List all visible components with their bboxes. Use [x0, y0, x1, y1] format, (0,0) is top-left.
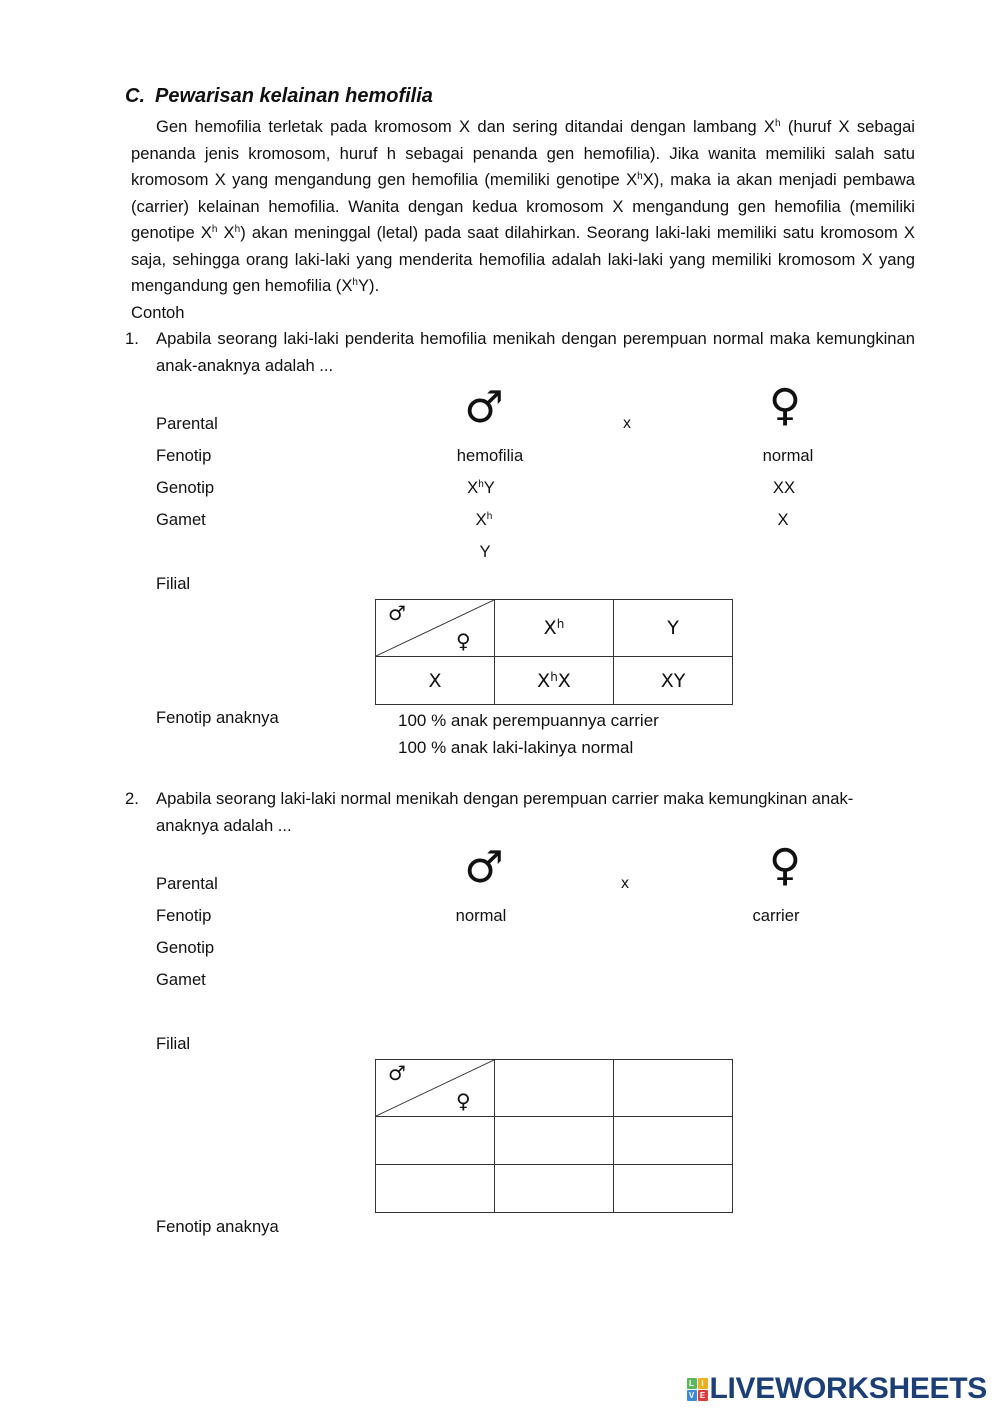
- female-fenotip: normal: [762, 446, 814, 465]
- male-symbol-icon: ♂: [464, 382, 504, 433]
- label-fenotip-anak: Fenotip anaknya: [156, 1217, 279, 1236]
- label-fenotip: Fenotip: [156, 906, 212, 925]
- label-parental: Parental: [156, 414, 218, 433]
- female-fenotip: carrier: [752, 906, 800, 925]
- punnett-corner: [376, 1060, 495, 1117]
- punnett-corner: [376, 600, 495, 657]
- punnett-header-cell: Y: [614, 600, 733, 657]
- punnett-cell: $X^hX$: [495, 657, 614, 705]
- male-fenotip: normal: [455, 906, 507, 925]
- punnett-cell-input[interactable]: [614, 1165, 733, 1213]
- label-fenotip: Fenotip: [156, 446, 212, 465]
- example1-question-text: Apabila seorang laki-laki penderita hemofilia menikah dengan perempuan normal maka kemungkinan anak-anaknya adalah ...: [156, 329, 915, 375]
- logo-text: LIVEWORKSHEETS: [709, 1372, 987, 1405]
- male-symbol-icon: ♂: [464, 842, 504, 893]
- cross-symbol: x: [623, 415, 631, 432]
- punnett-row-label-input[interactable]: [376, 1165, 495, 1213]
- example1-question: [125, 326, 915, 379]
- punnett-cell-input[interactable]: [495, 1117, 614, 1165]
- punnett-header-cell: $X^h$: [495, 600, 614, 657]
- label-gamet: Gamet: [156, 510, 206, 529]
- result-list: [398, 708, 659, 761]
- female-symbol-icon: ♀: [456, 1089, 471, 1113]
- female-symbol-icon: ♀: [768, 840, 802, 891]
- liveworksheets-logo: [687, 1372, 988, 1406]
- result-item: 100 % anak perempuannya carrier: [398, 711, 659, 730]
- male-genotip: $X^hY$: [467, 478, 495, 497]
- label-fenotip-anak: Fenotip anaknya: [156, 708, 279, 727]
- female-genotip: XX: [772, 478, 796, 497]
- section-heading: [125, 85, 433, 108]
- example1-number: 1.: [125, 329, 139, 348]
- male-fenotip: hemofilia: [456, 446, 524, 465]
- intro-paragraph: [131, 114, 915, 326]
- label-filial: Filial: [156, 1034, 191, 1053]
- result-item: 100 % anak laki-lakinya normal: [398, 737, 634, 757]
- example2-question: [125, 786, 915, 839]
- male-gamet-2: Y: [479, 542, 491, 561]
- female-symbol-icon: ♀: [768, 380, 802, 431]
- punnett-square-1: [375, 599, 733, 705]
- example2-question-text: Apabila seorang laki-laki normal menikah dengan perempuan carrier maka kemungkinan anak-anaknya adalah ...: [156, 789, 854, 835]
- section-title: Pewarisan kelainan hemofilia: [155, 85, 433, 107]
- punnett-cell-input[interactable]: [495, 1165, 614, 1213]
- male-symbol-icon: ♂: [388, 1061, 406, 1085]
- male-symbol-icon: ♂: [388, 601, 406, 625]
- female-symbol-icon: ♀: [456, 629, 471, 653]
- example2-number: 2.: [125, 789, 139, 808]
- punnett-row-label-input[interactable]: [376, 1117, 495, 1165]
- punnett-row-label: X: [376, 657, 495, 705]
- female-gamet: X: [777, 510, 789, 529]
- label-filial: Filial: [156, 574, 191, 593]
- logo-blocks-icon: L I V E: [687, 1378, 708, 1401]
- punnett-square-2: [375, 1059, 733, 1213]
- intro-text: Gen hemofilia terletak pada kromosom X dan sering ditandai dengan lambang $X^h$ (huruf X sebagai penanda jenis kromosom, huruf h sebagai penanda gen hemofilia). Jika wanita memiliki salah satu kromosom X yang mengandung gen hemofilia (memiliki genotipe $X^hX$), maka ia akan menjadi pembawa (carrier) kelainan hemofilia. Wanita dengan kedua kromosom X mengandung gen hemofilia (memiliki genotipe $X^h$ $X^h$) akan meninggal (letal) pada saat dilahirkan. Seorang laki-laki memiliki satu kromosom X saja, sehingga orang laki-laki yang menderita hemofilia adalah laki-laki yang memiliki kromosom X yang mengandung gen hemofilia $(X^hY)$.: [131, 117, 915, 295]
- male-gamet-1: $X^h$: [475, 510, 493, 529]
- section-number: C.: [125, 85, 145, 107]
- punnett-header-input[interactable]: [614, 1060, 733, 1117]
- punnett-cell-input[interactable]: [614, 1117, 733, 1165]
- label-genotip: Genotip: [156, 478, 215, 497]
- punnett-header-input[interactable]: [495, 1060, 614, 1117]
- cross-symbol: x: [621, 875, 629, 892]
- example-label: Contoh: [131, 302, 185, 322]
- label-genotip: Genotip: [156, 938, 215, 957]
- punnett-cell: XY: [614, 657, 733, 705]
- label-gamet: Gamet: [156, 970, 206, 989]
- label-parental: Parental: [156, 874, 218, 893]
